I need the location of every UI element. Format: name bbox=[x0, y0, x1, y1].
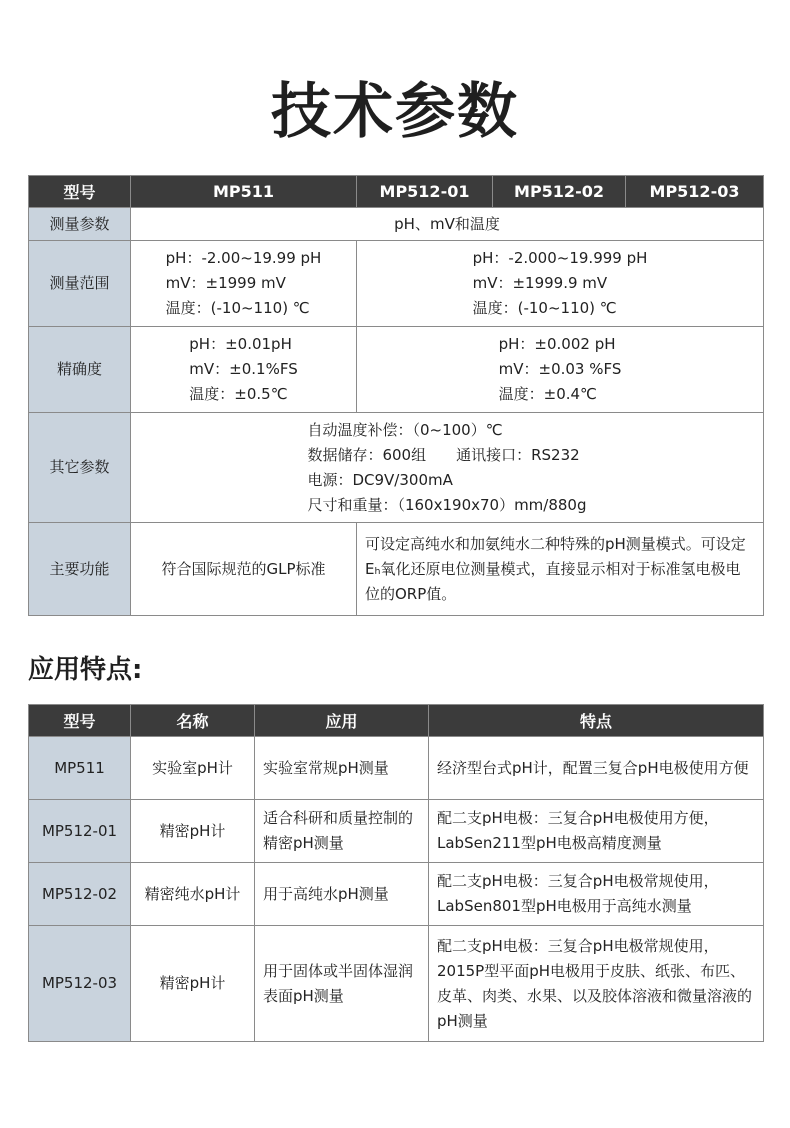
row-application: 适合科研和质量控制的精密pH测量 bbox=[255, 800, 429, 863]
row-model: MP512-02 bbox=[29, 863, 131, 926]
header-mp511: MP511 bbox=[131, 176, 357, 208]
other-param-size: 尺寸和重量：（160x190x70）mm/880g bbox=[307, 495, 587, 514]
measure-params-row bbox=[29, 208, 764, 241]
row-application: 用于固体或半固体湿润表面pH测量 bbox=[255, 926, 429, 1042]
spec-table bbox=[28, 175, 764, 616]
other-param-storage: 数据储存：600组 通讯接口：RS232 bbox=[307, 445, 580, 464]
accuracy-row bbox=[29, 327, 764, 413]
header-mp512-02: MP512-02 bbox=[493, 176, 626, 208]
main-functions-label: 主要功能 bbox=[29, 523, 131, 616]
row-application: 用于高纯水pH测量 bbox=[255, 863, 429, 926]
range-temp-mp511: 温度：(-10~110) ℃ bbox=[165, 299, 310, 317]
row-model: MP511 bbox=[29, 737, 131, 800]
row-name: 精密纯水pH计 bbox=[131, 863, 255, 926]
other-param-power: 电源：DC9V/300mA bbox=[307, 470, 453, 489]
range-ph-mp512: pH：-2.000~19.999 pH bbox=[472, 249, 648, 267]
accuracy-temp-mp512: 温度：±0.4℃ bbox=[498, 385, 597, 403]
other-params-value bbox=[131, 413, 764, 523]
range-temp-mp512: 温度：(-10~110) ℃ bbox=[472, 299, 617, 317]
app-header-features: 特点 bbox=[429, 705, 764, 737]
measure-params-label: 测量参数 bbox=[29, 208, 131, 241]
measure-range-row bbox=[29, 241, 764, 327]
accuracy-label: 精确度 bbox=[29, 327, 131, 413]
range-ph-mp511: pH：-2.00~19.99 pH bbox=[165, 249, 322, 267]
accuracy-mp511 bbox=[131, 327, 357, 413]
main-functions-mp511: 符合国际规范的GLP标准 bbox=[131, 523, 357, 616]
row-model: MP512-03 bbox=[29, 926, 131, 1042]
section-title: 应用特点: bbox=[28, 655, 143, 685]
main-functions-row bbox=[29, 523, 764, 616]
row-model: MP512-01 bbox=[29, 800, 131, 863]
range-mv-mp512: mV：±1999.9 mV bbox=[472, 274, 608, 292]
main-functions-mp512: 可设定高纯水和加氨纯水二种特殊的pH测量模式。可设定Eₕ氧化还原电位测量模式，直接显示相对于标准氢电极电位的ORP值。 bbox=[357, 523, 764, 616]
header-mp512-01: MP512-01 bbox=[357, 176, 493, 208]
table-row bbox=[29, 863, 764, 926]
row-features: 配二支pH电极：三复合pH电极使用方便，LabSen211型pH电极高精度测量 bbox=[429, 800, 764, 863]
accuracy-ph-mp511: pH：±0.01pH bbox=[189, 335, 292, 353]
range-mv-mp511: mV：±1999 mV bbox=[165, 274, 286, 292]
row-features: 经济型台式pH计，配置三复合pH电极使用方便 bbox=[429, 737, 764, 800]
row-features: 配二支pH电极：三复合pH电极常规使用，LabSen801型pH电极用于高纯水测量 bbox=[429, 863, 764, 926]
app-header-application: 应用 bbox=[255, 705, 429, 737]
spec-header-row bbox=[29, 176, 764, 208]
table-row bbox=[29, 926, 764, 1042]
other-params-row bbox=[29, 413, 764, 523]
row-name: 实验室pH计 bbox=[131, 737, 255, 800]
accuracy-mv-mp511: mV：±0.1%FS bbox=[189, 360, 298, 378]
page-title: 技术参数 bbox=[271, 77, 519, 147]
row-name: 精密pH计 bbox=[131, 926, 255, 1042]
header-model: 型号 bbox=[29, 176, 131, 208]
header-mp512-03: MP512-03 bbox=[626, 176, 764, 208]
application-table bbox=[28, 704, 764, 1042]
other-params-label: 其它参数 bbox=[29, 413, 131, 523]
row-features: 配二支pH电极：三复合pH电极常规使用，2015P型平面pH电极用于皮肤、纸张、布匹、皮革、肉类、水果、以及胶体溶液和微量溶液的pH测量 bbox=[429, 926, 764, 1042]
measure-range-mp512 bbox=[357, 241, 764, 327]
measure-range-label: 测量范围 bbox=[29, 241, 131, 327]
accuracy-temp-mp511: 温度：±0.5℃ bbox=[189, 385, 288, 403]
other-param-temp-comp: 自动温度补偿：（0~100）℃ bbox=[307, 420, 503, 439]
table-row bbox=[29, 737, 764, 800]
measure-range-mp511 bbox=[131, 241, 357, 327]
row-application: 实验室常规pH测量 bbox=[255, 737, 429, 800]
accuracy-ph-mp512: pH：±0.002 pH bbox=[498, 335, 616, 353]
accuracy-mv-mp512: mV：±0.03 %FS bbox=[498, 360, 622, 378]
app-header-row bbox=[29, 705, 764, 737]
accuracy-mp512 bbox=[357, 327, 764, 413]
app-header-model: 型号 bbox=[29, 705, 131, 737]
row-name: 精密pH计 bbox=[131, 800, 255, 863]
app-header-name: 名称 bbox=[131, 705, 255, 737]
table-row bbox=[29, 800, 764, 863]
measure-params-value: pH、mV和温度 bbox=[131, 208, 764, 241]
